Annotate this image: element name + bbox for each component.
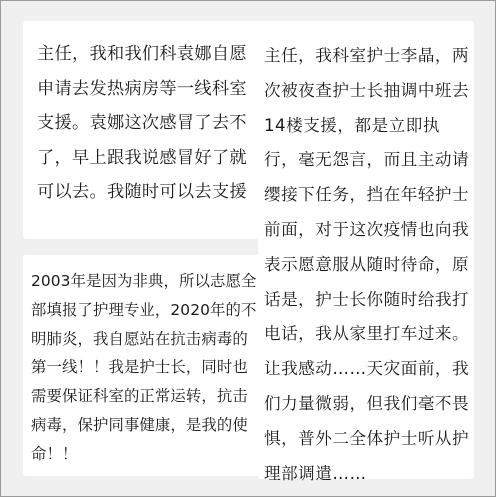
message-text-3: 2003年是因为非典，所以志愿全部填报了护理专业，2020年的不明肺炎，我自愿站在抗击病毒的第一线！！我是护士长，同时也需要保证科室的正常运转，抗击病毒，保护同事健康，是我的使命！！ xyxy=(31,272,257,463)
message-bubble-3 xyxy=(23,255,261,476)
message-text-1: 主任，我和我们科袁娜自愿申请去发热病房等一线科室支援。袁娜这次感冒了去不了，早上跟我说感冒好了就可以去。我随时可以去支援 xyxy=(37,44,247,203)
message-text-2: 主任，我科室护士李晶，两次被夜查护士长抽调中班去14楼支援，都是立即执行，毫无怨言，而且主动请缨接下任务，挡在年轻护士前面，对于这次疫情也向我表示愿意服从随时待命，原话是，护士长你随时给我打电话，我从家里打车过来。让我感动……天灾面前，我们力量微弱，但我们毫不畏惧，普外二全体护士听从护理部调遣…… xyxy=(264,46,470,483)
message-bubble-2 xyxy=(258,21,474,483)
message-bubble-1 xyxy=(23,21,261,239)
